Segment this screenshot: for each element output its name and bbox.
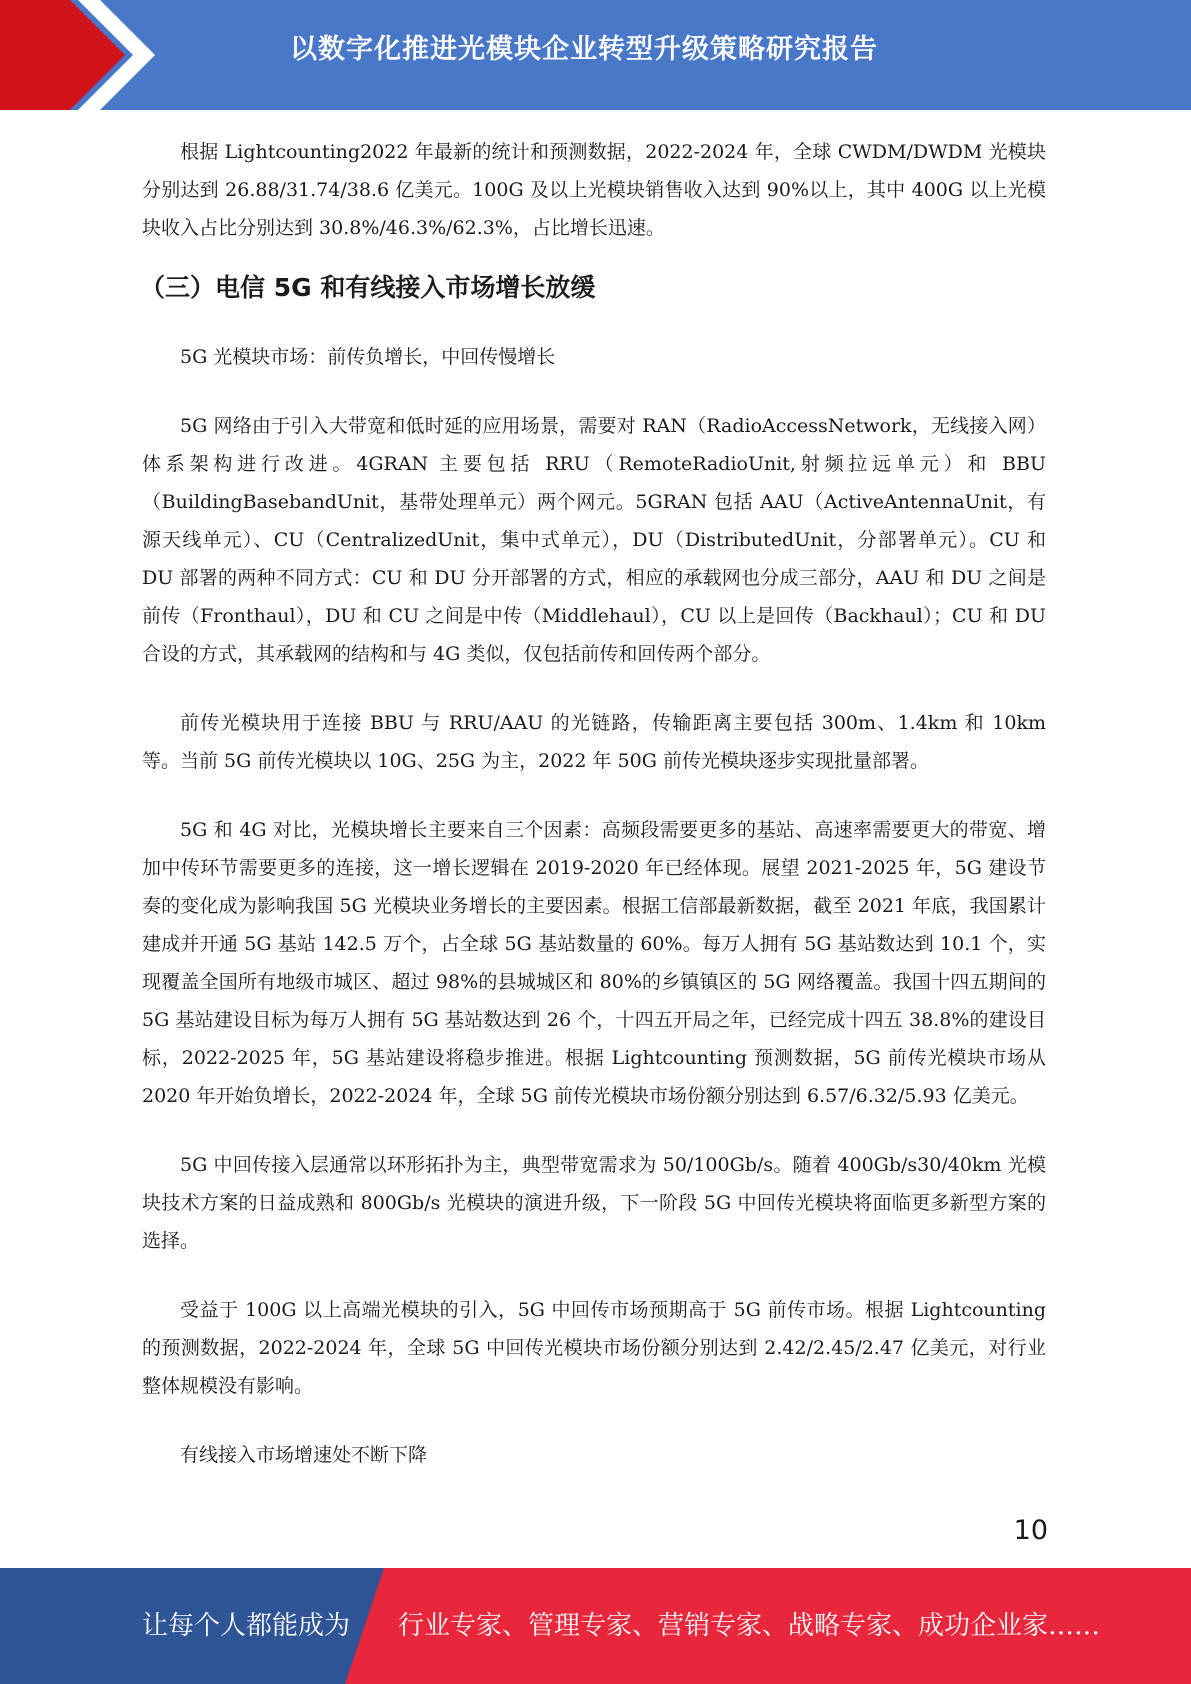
page-number: 10 [1013,1515,1048,1546]
paragraph-mid-backhaul-forecast: 受益于 100G 以上高端光模块的引入，5G 中回传市场预期高于 5G 前传市场。根据 Lightcounting 的预测数据，2022-2024 年，全球 5G 中回传光模块市场份额分别达到 2.42/2.45/2.47 亿美元，对行业整体规模没有影响。 [142,1299,1046,1397]
page-header [0,0,1191,110]
paragraph-fronthaul-modules: 前传光模块用于连接 BBU 与 RRU/AAU 的光链路，传输距离主要包括 300m、1.4km 和 10km 等。当前 5G 前传光模块以 10G、25G 为主，2022 年 50G 前传光模块逐步实现批量部署。 [142,712,1046,772]
page-footer [0,1568,1191,1684]
section-heading-5g-wired: （三）电信 5G 和有线接入市场增长放缓 [140,273,596,302]
footer-slogan-left: 让每个人都能成为 [142,1611,351,1641]
paragraph-5g-vs-4g-growth: 5G 和 4G 对比，光模块增长主要来自三个因素：高频段需要更多的基站、高速率需要更大的带宽、增加中传环节需要更多的连接，这一增长逻辑在 2019-2020 年已经体现。展望 2021-2025 年，5G 建设节奏的变化成为影响我国 5G 光模块业务增长的主要因素。根据工信部最新数据，截至 2021 年底，我国累计建成并开通 5G 基站 142.5 万个，占全球 5G 基站数量的 60%。每万人拥有 5G 基站数达到 10.1 个，实现覆盖全国所有地级市城区、超过 98%的县城城区和 80%的乡镇镇区的 5G 网络覆盖。我国十四五期间的 5G 基站建设目标为每万人拥有 5G 基站数达到 26 个，十四五开局之年，已经完成十四五 38.8%的建设目标，2022-2025 年，5G 基站建设将稳步推进。根据 Lightcounting 预测数据，5G 前传光模块市场从 2020 年开始负增长，2022-2024 年，全球 5G 前传光模块市场份额分别达到 6.57/6.32/5.93 亿美元。 [142,819,1046,1107]
footer-slogan-right: 行业专家、管理专家、营销专家、战略专家、成功企业家…… [398,1611,1101,1641]
report-title: 以数字化推进光模块企业转型升级策略研究报告 [290,34,878,65]
paragraph-5g-ran-architecture: 5G 网络由于引入大带宽和低时延的应用场景，需要对 RAN（RadioAccessNetwork，无线接入网）体系架构进行改进。4GRAN 主要包括 RRU（RemoteRadioUnit,射频拉远单元）和 BBU（BuildingBasebandUnit，基带处理单元）两个网元。5GRAN 包括 AAU（ActiveAntennaUnit，有源天线单元）、CU（CentralizedUnit，集中式单元），DU（DistributedUnit，分部署单元）。CU 和 DU 部署的两种不同方式：CU 和 DU 分开部署的方式，相应的承载网也分成三部分，AAU 和 DU 之间是前传（Fronthaul），DU 和 CU 之间是中传（Middlehaul），CU 以上是回传（Backhaul）；CU 和 DU 合设的方式，其承载网的结构和与 4G 类似，仅包括前传和回传两个部分。 [142,415,1046,665]
paragraph-mid-backhaul: 5G 中回传接入层通常以环形拓扑为主，典型带宽需求为 50/100Gb/s。随着 400Gb/s30/40km 光模块技术方案的日益成熟和 800Gb/s 光模块的演进升级，下一阶段 5G 中回传光模块将面临更多新型方案的选择。 [142,1154,1046,1252]
paragraph-cwdm-dwdm: 根据 Lightcounting2022 年最新的统计和预测数据，2022-2024 年，全球 CWDM/DWDM 光模块分别达到 26.88/31.74/38.6 亿美元。100G 及以上光模块销售收入达到 90%以上，其中 400G 以上光模块收入占比分别达到 30.8%/46.3%/62.3%，占比增长迅速。 [142,141,1046,239]
report-body [142,133,1046,1474]
paragraph-wired-access: 有线接入市场增速处不断下降 [180,1444,428,1466]
paragraph-5g-market-subtitle: 5G 光模块市场：前传负增长，中回传慢增长 [180,346,556,368]
